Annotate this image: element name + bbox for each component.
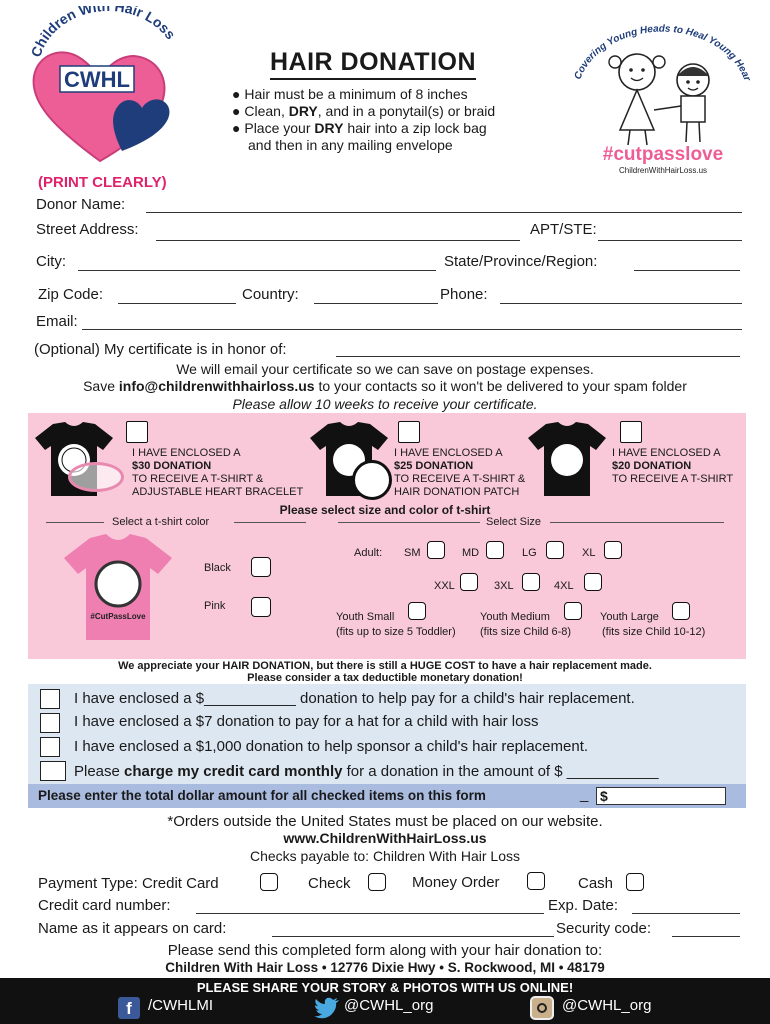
card-number-field[interactable] (196, 913, 544, 914)
youth-small-fit: (fits up to size 5 Toddler) (336, 626, 456, 638)
print-clearly-note: (PRINT CLEARLY) (38, 174, 167, 191)
color-divider (234, 522, 306, 523)
city-label: City: (36, 253, 66, 270)
option-25-checkbox[interactable] (398, 421, 420, 443)
youth-small-label: Youth Small (336, 611, 395, 623)
black-tshirt-icon (526, 420, 608, 498)
color-black-label: Black (204, 562, 231, 574)
state-field[interactable] (634, 270, 740, 271)
payment-money-order-checkbox[interactable] (527, 872, 545, 890)
payment-type-label: Payment Type: Credit Card (38, 875, 219, 892)
facebook-handle[interactable]: /CWHLMI (148, 997, 213, 1014)
website-link[interactable]: www.ChildrenWithHairLoss.us (283, 830, 487, 846)
svg-text:ChildrenWithHairLoss.us: ChildrenWithHairLoss.us (618, 166, 708, 175)
size-md-label: MD (462, 547, 480, 559)
option-30-text: I HAVE ENCLOSED A $30 DONATION TO RECEIVE A T-SHIRT & ADJUSTABLE HEART BRACELET (132, 447, 304, 498)
appeal-subtext: Please consider a tax deductible monetary donation! (247, 672, 523, 684)
svg-text:CWHL: CWHL (64, 67, 130, 92)
svg-text:#CutPassLove: #CutPassLove (90, 612, 146, 621)
phone-field[interactable] (500, 303, 742, 304)
size-xl-label: XL (582, 547, 596, 559)
size-sm-label: SM (404, 547, 421, 559)
street-address-field[interactable] (156, 240, 520, 241)
size-3xl-label: 3XL (494, 580, 514, 592)
donor-name-label: Donor Name: (36, 196, 126, 213)
total-sep: _ (580, 786, 589, 803)
email-label: Email: (36, 313, 78, 330)
option-20-checkbox[interactable] (620, 421, 642, 443)
mailing-address: Children With Hair Loss • 12776 Dixie Hwy • S. Rockwood, MI • 48179 (165, 960, 605, 975)
weeks-note: Please allow 10 weeks to receive your certificate. (232, 396, 538, 412)
donation-monthly-checkbox[interactable] (40, 761, 66, 781)
size-4xl-label: 4XL (554, 580, 574, 592)
size-lg-label: LG (522, 547, 537, 559)
pink-tshirt-icon (62, 532, 174, 642)
payment-money-order-label: Money Order (412, 874, 500, 891)
size-divider (338, 522, 480, 523)
donation-custom-checkbox[interactable] (40, 689, 60, 709)
twitter-icon[interactable] (314, 997, 340, 1024)
instagram-icon[interactable] (530, 996, 554, 1020)
color-black-checkbox[interactable] (251, 557, 271, 577)
size-xl-checkbox[interactable] (604, 541, 622, 559)
donation-custom-text: I have enclosed a $___________ donation to help pay for a child's hair replacement. (74, 690, 635, 707)
requirement-item: ● Place your DRY hair into a zip lock bag (232, 120, 487, 136)
donation-monthly-text: Please charge my credit card monthly for a donation in the amount of $ ___________ (74, 763, 659, 780)
apt-label: APT/STE: (530, 221, 597, 238)
youth-large-checkbox[interactable] (672, 602, 690, 620)
exp-date-field[interactable] (632, 913, 740, 914)
option-25-text: I HAVE ENCLOSED A $25 DONATION TO RECEIVE A T-SHIRT & HAIR DONATION PATCH (394, 447, 526, 498)
kids-illustration-icon (565, 10, 760, 180)
dollar-sign: $ (600, 788, 608, 804)
youth-small-checkbox[interactable] (408, 602, 426, 620)
orders-note: *Orders outside the United States must be placed on our website. (167, 813, 603, 830)
page-title: HAIR DONATION (270, 48, 476, 80)
size-sm-checkbox[interactable] (427, 541, 445, 559)
option-30-checkbox[interactable] (126, 421, 148, 443)
state-label: State/Province/Region: (444, 253, 598, 270)
option-20-text: I HAVE ENCLOSED A $20 DONATION TO RECEIVE A T-SHIRT (612, 447, 734, 485)
exp-date-label: Exp. Date: (548, 897, 619, 914)
payment-check-checkbox[interactable] (368, 873, 386, 891)
color-select-label: Select a t-shirt color (112, 516, 210, 528)
country-field[interactable] (314, 303, 438, 304)
youth-medium-fit: (fits size Child 6-8) (480, 626, 572, 638)
city-field[interactable] (78, 270, 436, 271)
pink-tshirt-image (62, 532, 174, 647)
cwhl-logo (22, 6, 182, 166)
size-xxl-label: XXL (434, 580, 455, 592)
zip-label: Zip Code: (38, 286, 104, 303)
color-pink-checkbox[interactable] (251, 597, 271, 617)
tshirt-image-3 (526, 420, 608, 503)
requirement-item: and then in any mailing envelope (248, 137, 453, 153)
payment-check-label: Check (308, 875, 351, 892)
twitter-handle[interactable]: @CWHL_org (344, 997, 434, 1014)
heart-logo-icon (22, 6, 182, 166)
svg-text:Covering Young Heads to Heal Y: Covering Young Heads to Heal Young Hear (572, 23, 753, 83)
kids-logo (565, 10, 760, 180)
contacts-note: Save info@childrenwithhairloss.us to your contacts so it won't be delivered to your spam folder (83, 378, 687, 394)
total-amount-field[interactable] (596, 787, 726, 805)
adult-label: Adult: (354, 547, 383, 559)
payment-cash-checkbox[interactable] (626, 873, 644, 891)
payment-credit-checkbox[interactable] (260, 873, 278, 891)
youth-large-fit: (fits size Child 10-12) (602, 626, 706, 638)
appeal-text: We appreciate your HAIR DONATION, but there is still a HUGE COST to have a hair replacement made. (118, 660, 652, 672)
honor-field[interactable] (336, 356, 740, 357)
patch-icon (352, 460, 392, 500)
donor-name-field[interactable] (146, 212, 742, 213)
size-lg-checkbox[interactable] (546, 541, 564, 559)
street-address-label: Street Address: (36, 221, 139, 238)
twitter-bird-icon (314, 997, 340, 1019)
zip-field[interactable] (118, 303, 236, 304)
card-number-label: Credit card number: (38, 897, 171, 914)
bracelet-icon (68, 462, 124, 492)
size-md-checkbox[interactable] (486, 541, 504, 559)
name-on-card-label: Name as it appears on card: (38, 920, 227, 937)
size-xxl-checkbox[interactable] (460, 573, 478, 591)
instagram-lens (537, 1003, 547, 1013)
color-divider (46, 522, 104, 523)
size-select-label: Select Size (486, 516, 542, 528)
tshirt-heading: Please select size and color of t-shirt (279, 503, 491, 517)
size-3xl-checkbox[interactable] (522, 573, 540, 591)
youth-medium-label: Youth Medium (480, 611, 550, 623)
donation-sponsor-text: I have enclosed a $1,000 donation to help sponsor a child's hair replacement. (74, 738, 589, 755)
donation-sponsor-checkbox[interactable] (40, 737, 60, 757)
color-pink-label: Pink (204, 600, 226, 612)
honor-label: (Optional) My certificate is in honor of: (34, 341, 287, 358)
size-4xl-checkbox[interactable] (584, 573, 602, 591)
requirement-item: ● Clean, DRY, and in a ponytail(s) or braid (232, 103, 496, 119)
youth-large-label: Youth Large (600, 611, 659, 623)
name-on-card-field[interactable] (272, 936, 554, 937)
security-code-field[interactable] (672, 936, 740, 937)
email-field[interactable] (82, 329, 742, 330)
instagram-handle[interactable]: @CWHL_org (562, 997, 652, 1014)
requirement-item: ● Hair must be a minimum of 8 inches (232, 86, 468, 102)
svg-text:#cutpasslove: #cutpasslove (602, 144, 724, 165)
youth-medium-checkbox[interactable] (564, 602, 582, 620)
certificate-note: We will email your certificate so we can save on postage expenses. (176, 361, 594, 377)
country-label: Country: (242, 286, 299, 303)
share-banner: PLEASE SHARE YOUR STORY & PHOTOS WITH US ONLINE! (196, 980, 574, 995)
phone-label: Phone: (440, 286, 488, 303)
size-divider (550, 522, 724, 523)
apt-field[interactable] (598, 240, 742, 241)
send-instructions: Please send this completed form along with your hair donation to: (167, 942, 603, 959)
svg-text:Children With Hair Loss: Children With Hair Loss (27, 6, 179, 60)
total-label: Please enter the total dollar amount for all checked items on this form (38, 788, 486, 803)
checks-payable: Checks payable to: Children With Hair Loss (249, 848, 520, 864)
donation-hat-checkbox[interactable] (40, 713, 60, 733)
facebook-icon[interactable]: f (118, 997, 140, 1019)
payment-cash-label: Cash (578, 875, 614, 892)
requirements-list (232, 86, 495, 154)
donation-hat-text: I have enclosed a $7 donation to pay for a hat for a child with hair loss (74, 713, 539, 730)
security-code-label: Security code: (556, 920, 652, 937)
